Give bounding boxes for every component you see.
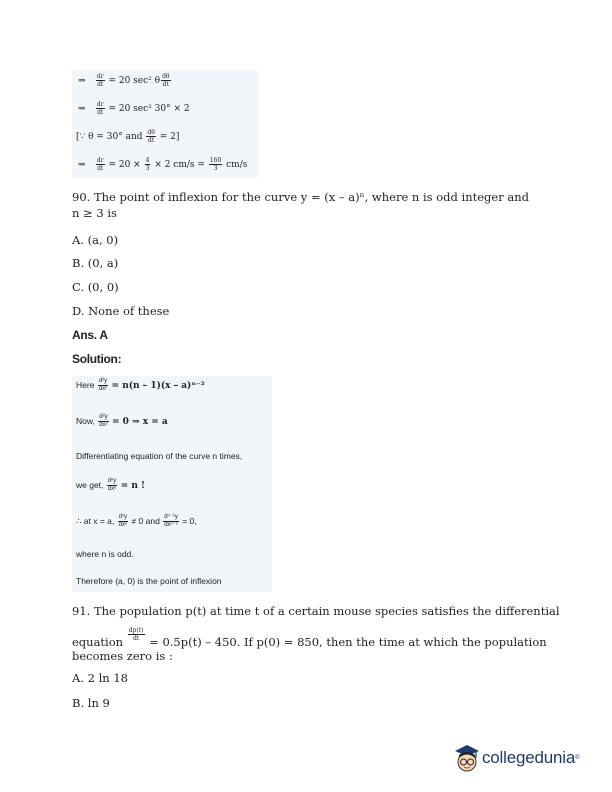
denominator: dt <box>97 81 104 88</box>
denominator: dx² <box>98 386 108 392</box>
question-91-line-2 <box>72 627 547 650</box>
fraction <box>96 73 105 88</box>
denominator: dx² <box>99 422 108 428</box>
fraction <box>98 414 108 429</box>
numerator: dp(t) <box>128 627 144 634</box>
denominator: dxⁿ <box>107 486 117 492</box>
brand-mark: ® <box>575 755 580 761</box>
expr: = 20 sec² 30° × 2 <box>108 104 190 114</box>
question-91-line-3: becomes zero is : <box>72 649 173 663</box>
denominator: 3 <box>145 165 150 172</box>
arrow: ⇒ <box>78 104 86 114</box>
fraction <box>96 157 105 172</box>
question-90: 90. The point of inflexion for the curve y = (x – a)ⁿ, where n is odd integer and n ≥ 3 is <box>72 190 529 220</box>
numerator: dθ <box>147 129 155 136</box>
expr: cm/s <box>226 160 248 170</box>
expr: = n(n – 1)(x – a)ⁿ⁻² <box>111 380 205 391</box>
option-d: D. None of these <box>72 304 170 318</box>
fraction <box>161 73 170 88</box>
fraction <box>145 157 151 172</box>
fraction <box>128 627 145 642</box>
numerator: dr <box>96 101 104 108</box>
option-c: C. (0, 0) <box>72 280 119 294</box>
sol-line-7: Therefore (a, 0) is the point of inflexion <box>76 576 222 586</box>
denominator: 3 <box>213 165 218 172</box>
label: Now, <box>76 415 95 426</box>
mascot-icon <box>452 741 482 775</box>
denominator: dxⁿ <box>118 522 128 528</box>
expr: ∴ at x = a, <box>76 515 115 526</box>
sol-line-4 <box>76 478 145 493</box>
denominator: dxⁿ⁻¹ <box>164 522 178 528</box>
arrow: ⇒ <box>78 160 86 170</box>
top-line-4 <box>78 157 247 172</box>
label: Here <box>76 379 95 390</box>
fraction <box>118 514 129 529</box>
numerator: dⁿy <box>118 514 128 520</box>
sol-line-3: Differentiating equation of the curve n times, <box>76 451 243 461</box>
numerator: dθ <box>162 73 170 80</box>
top-line-1 <box>78 73 172 88</box>
fraction <box>209 157 222 172</box>
numerator: dⁿy <box>107 478 117 484</box>
numerator: 160 <box>209 157 222 164</box>
fraction <box>107 478 118 493</box>
denominator: dt <box>162 81 169 88</box>
fraction <box>98 378 108 393</box>
label: we get, <box>76 479 104 490</box>
brand-logo[interactable] <box>452 738 580 778</box>
sol-line-2 <box>76 414 168 429</box>
numerator: dr <box>96 73 104 80</box>
option-a-91: A. 2 ln 18 <box>72 671 128 685</box>
arrow: ⇒ <box>78 76 86 86</box>
expr: ≠ 0 and <box>131 515 160 526</box>
expr: = 0 ⇒ x = a <box>112 416 168 427</box>
expr: = 20 × <box>108 160 141 170</box>
question-91-line-1: 91. The population p(t) at time t of a certain mouse species satisfies the differential <box>72 604 560 618</box>
fraction <box>96 101 105 116</box>
brand-name: collegedunia <box>482 748 576 767</box>
text: = 0.5p(t) – 450. If p(0) = 850, then the time at which the population <box>149 635 547 649</box>
denominator: dt <box>97 165 104 172</box>
text: equation <box>72 635 124 649</box>
sol-line-5 <box>76 514 197 529</box>
denominator: dt <box>97 109 104 116</box>
answer: Ans. A <box>72 328 108 342</box>
fraction <box>146 129 155 144</box>
numerator: d²y <box>99 414 108 420</box>
expr: [∵ θ = 30° and <box>76 132 143 142</box>
option-b-91: B. ln 9 <box>72 696 110 710</box>
numerator: d²y <box>98 378 108 384</box>
fraction <box>163 514 179 529</box>
sol-line-1 <box>76 378 205 393</box>
top-line-3 <box>76 129 179 144</box>
numerator: dr <box>96 157 104 164</box>
top-line-2 <box>78 101 190 116</box>
denominator: dt <box>132 635 140 642</box>
expr: = 20 sec² θ <box>108 76 161 86</box>
numerator: dⁿ⁻¹y <box>164 514 178 520</box>
solution-label: Solution: <box>72 352 122 366</box>
sol-line-6: where n is odd. <box>76 549 134 559</box>
expr: = 0, <box>182 515 197 526</box>
option-b: B. (0, a) <box>72 256 119 270</box>
numerator: 4 <box>145 157 150 164</box>
expr: × 2 cm/s = <box>154 160 205 170</box>
expr: = 2] <box>159 132 180 142</box>
denominator: dt <box>147 137 155 144</box>
option-a: A. (a, 0) <box>72 233 119 247</box>
expr: = n ! <box>120 480 145 491</box>
